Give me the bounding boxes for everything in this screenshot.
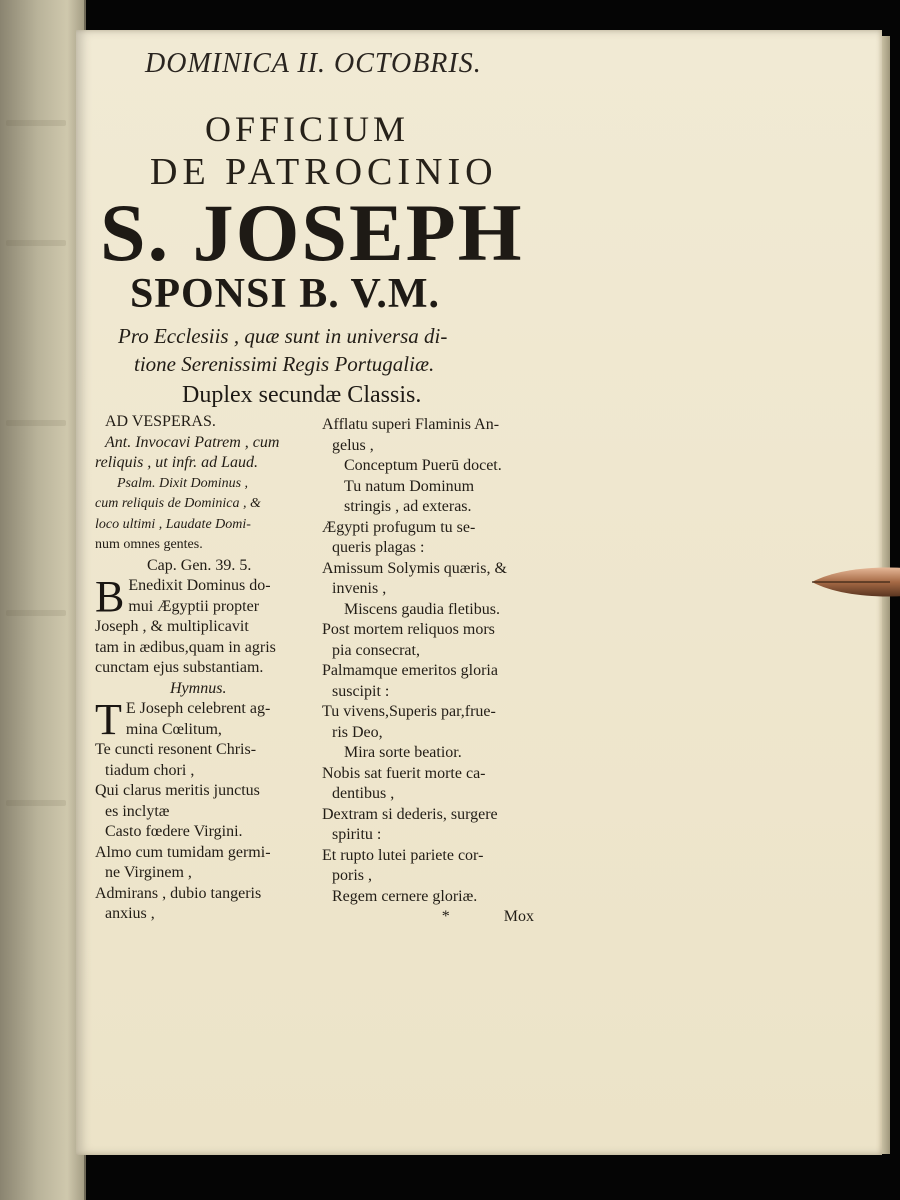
text-line: Qui clarus meritis junctus (95, 782, 260, 799)
text-line: Afflatu superi Flaminis An- (322, 416, 500, 433)
sunday-heading: DOMINICA II. OCTOBRIS. (145, 48, 482, 79)
text-line: num omnes gentes. (95, 537, 203, 552)
show-through-mark (6, 420, 66, 426)
text-line: Almo cum tumidam germi- (95, 843, 271, 861)
drop-cap: T (95, 699, 122, 740)
text-line: Post mortem reliquos mors (322, 621, 495, 638)
text-line: suscipit : (332, 682, 390, 700)
hymn-heading: Hymnus. (170, 679, 227, 697)
text-line: cum reliquis de Dominica , & (95, 496, 261, 511)
text-line: loco ultimi , Laudate Domi- (95, 516, 251, 532)
text-line: Tu vivens,Superis par,frue- (322, 703, 496, 720)
section-heading: AD VESPERAS. (105, 413, 216, 430)
text-line: Et rupto lutei pariete cor- (322, 846, 484, 864)
text-line: tam in ædibus,quam in agris (95, 638, 276, 656)
text-line: Ægypti profugum tu se- (322, 518, 476, 536)
text-line: Ant. Invocavi Patrem , cum (105, 433, 280, 451)
text-line: spiritu : (332, 826, 382, 843)
text-line: E Joseph celebrent ag- (125, 700, 271, 717)
text-line: mina Cœlitum, (125, 720, 222, 738)
text-line: poris , (332, 867, 372, 884)
text-line: Psalm. Dixit Dominus , (117, 475, 249, 491)
text-line: Tu natum Dominum (344, 477, 475, 495)
text-line: anxius , (105, 905, 155, 922)
text-line: stringis , ad exteras. (344, 498, 472, 515)
text-line: Mira sorte beatior. (344, 744, 462, 761)
text-line: Admirans , dubio tangeris (95, 884, 262, 902)
text-line: ne Virginem , (105, 864, 192, 881)
text-line: Joseph , & multiplicavit (95, 618, 249, 635)
text-line: queris plagas : (332, 539, 425, 556)
text-line: gelus , (332, 436, 374, 454)
text-line: invenis , (332, 580, 387, 597)
text-line: Dextram si dederis, surgere (322, 805, 498, 823)
show-through-mark (6, 120, 66, 126)
text-line: Casto fœdere Virgini. (105, 823, 243, 840)
text-line: cunctam ejus substantiam. (95, 659, 264, 676)
sponsi-title: SPONSI B. V.M. (130, 271, 441, 317)
dedication-text (118, 322, 548, 378)
text-line: ris Deo, (332, 723, 383, 741)
signature-mark: * (441, 908, 450, 925)
text-line: Miscens gaudia fletibus. (344, 600, 500, 618)
chapter-paragraph (95, 576, 317, 617)
saint-title: S. JOSEPH (100, 187, 524, 278)
dedication-line: Pro Ecclesiis , quæ sunt in universa di- (118, 324, 448, 348)
page-footer (322, 907, 544, 928)
pen-nib-icon (810, 562, 900, 602)
show-through-mark (6, 610, 66, 616)
previous-page-edge (0, 0, 86, 1200)
text-line: Regem cernere gloriæ. (332, 887, 478, 905)
show-through-mark (6, 800, 66, 806)
drop-cap: B (95, 576, 125, 617)
text-line: es inclytæ (105, 802, 170, 820)
text-line: Te cuncti resonent Chris- (95, 741, 257, 758)
text-line: Conceptum Puerū docet. (344, 457, 502, 474)
text-line: mui Ægyptii propter (128, 597, 260, 615)
text-line: reliquis , ut infr. ad Laud. (95, 454, 258, 471)
text-line: tiadum chori , (105, 761, 195, 779)
show-through-mark (6, 240, 66, 246)
text-line: Enedixit Dominus do- (128, 577, 271, 594)
text-line: Amissum Solymis quæris, & (322, 559, 507, 577)
patrocinio-heading: DE PATROCINIO (150, 151, 498, 193)
right-column (322, 415, 544, 928)
dedication-line: tione Serenissimi Regis Portugaliæ. (134, 352, 435, 376)
chapter-reference: Cap. Gen. 39. 5. (147, 556, 252, 574)
catchword: Mox (503, 908, 534, 925)
rank-heading: Duplex secundæ Classis. (182, 382, 422, 408)
text-line: pia consecrat, (332, 641, 420, 659)
officium-heading: OFFICIUM (205, 109, 410, 149)
text-line: dentibus , (332, 785, 395, 802)
text-line: Nobis sat fuerit morte ca- (322, 764, 486, 782)
text-line: Palmamque emeritos gloria (322, 662, 498, 679)
left-column (95, 412, 317, 925)
hymn-paragraph (95, 699, 317, 740)
